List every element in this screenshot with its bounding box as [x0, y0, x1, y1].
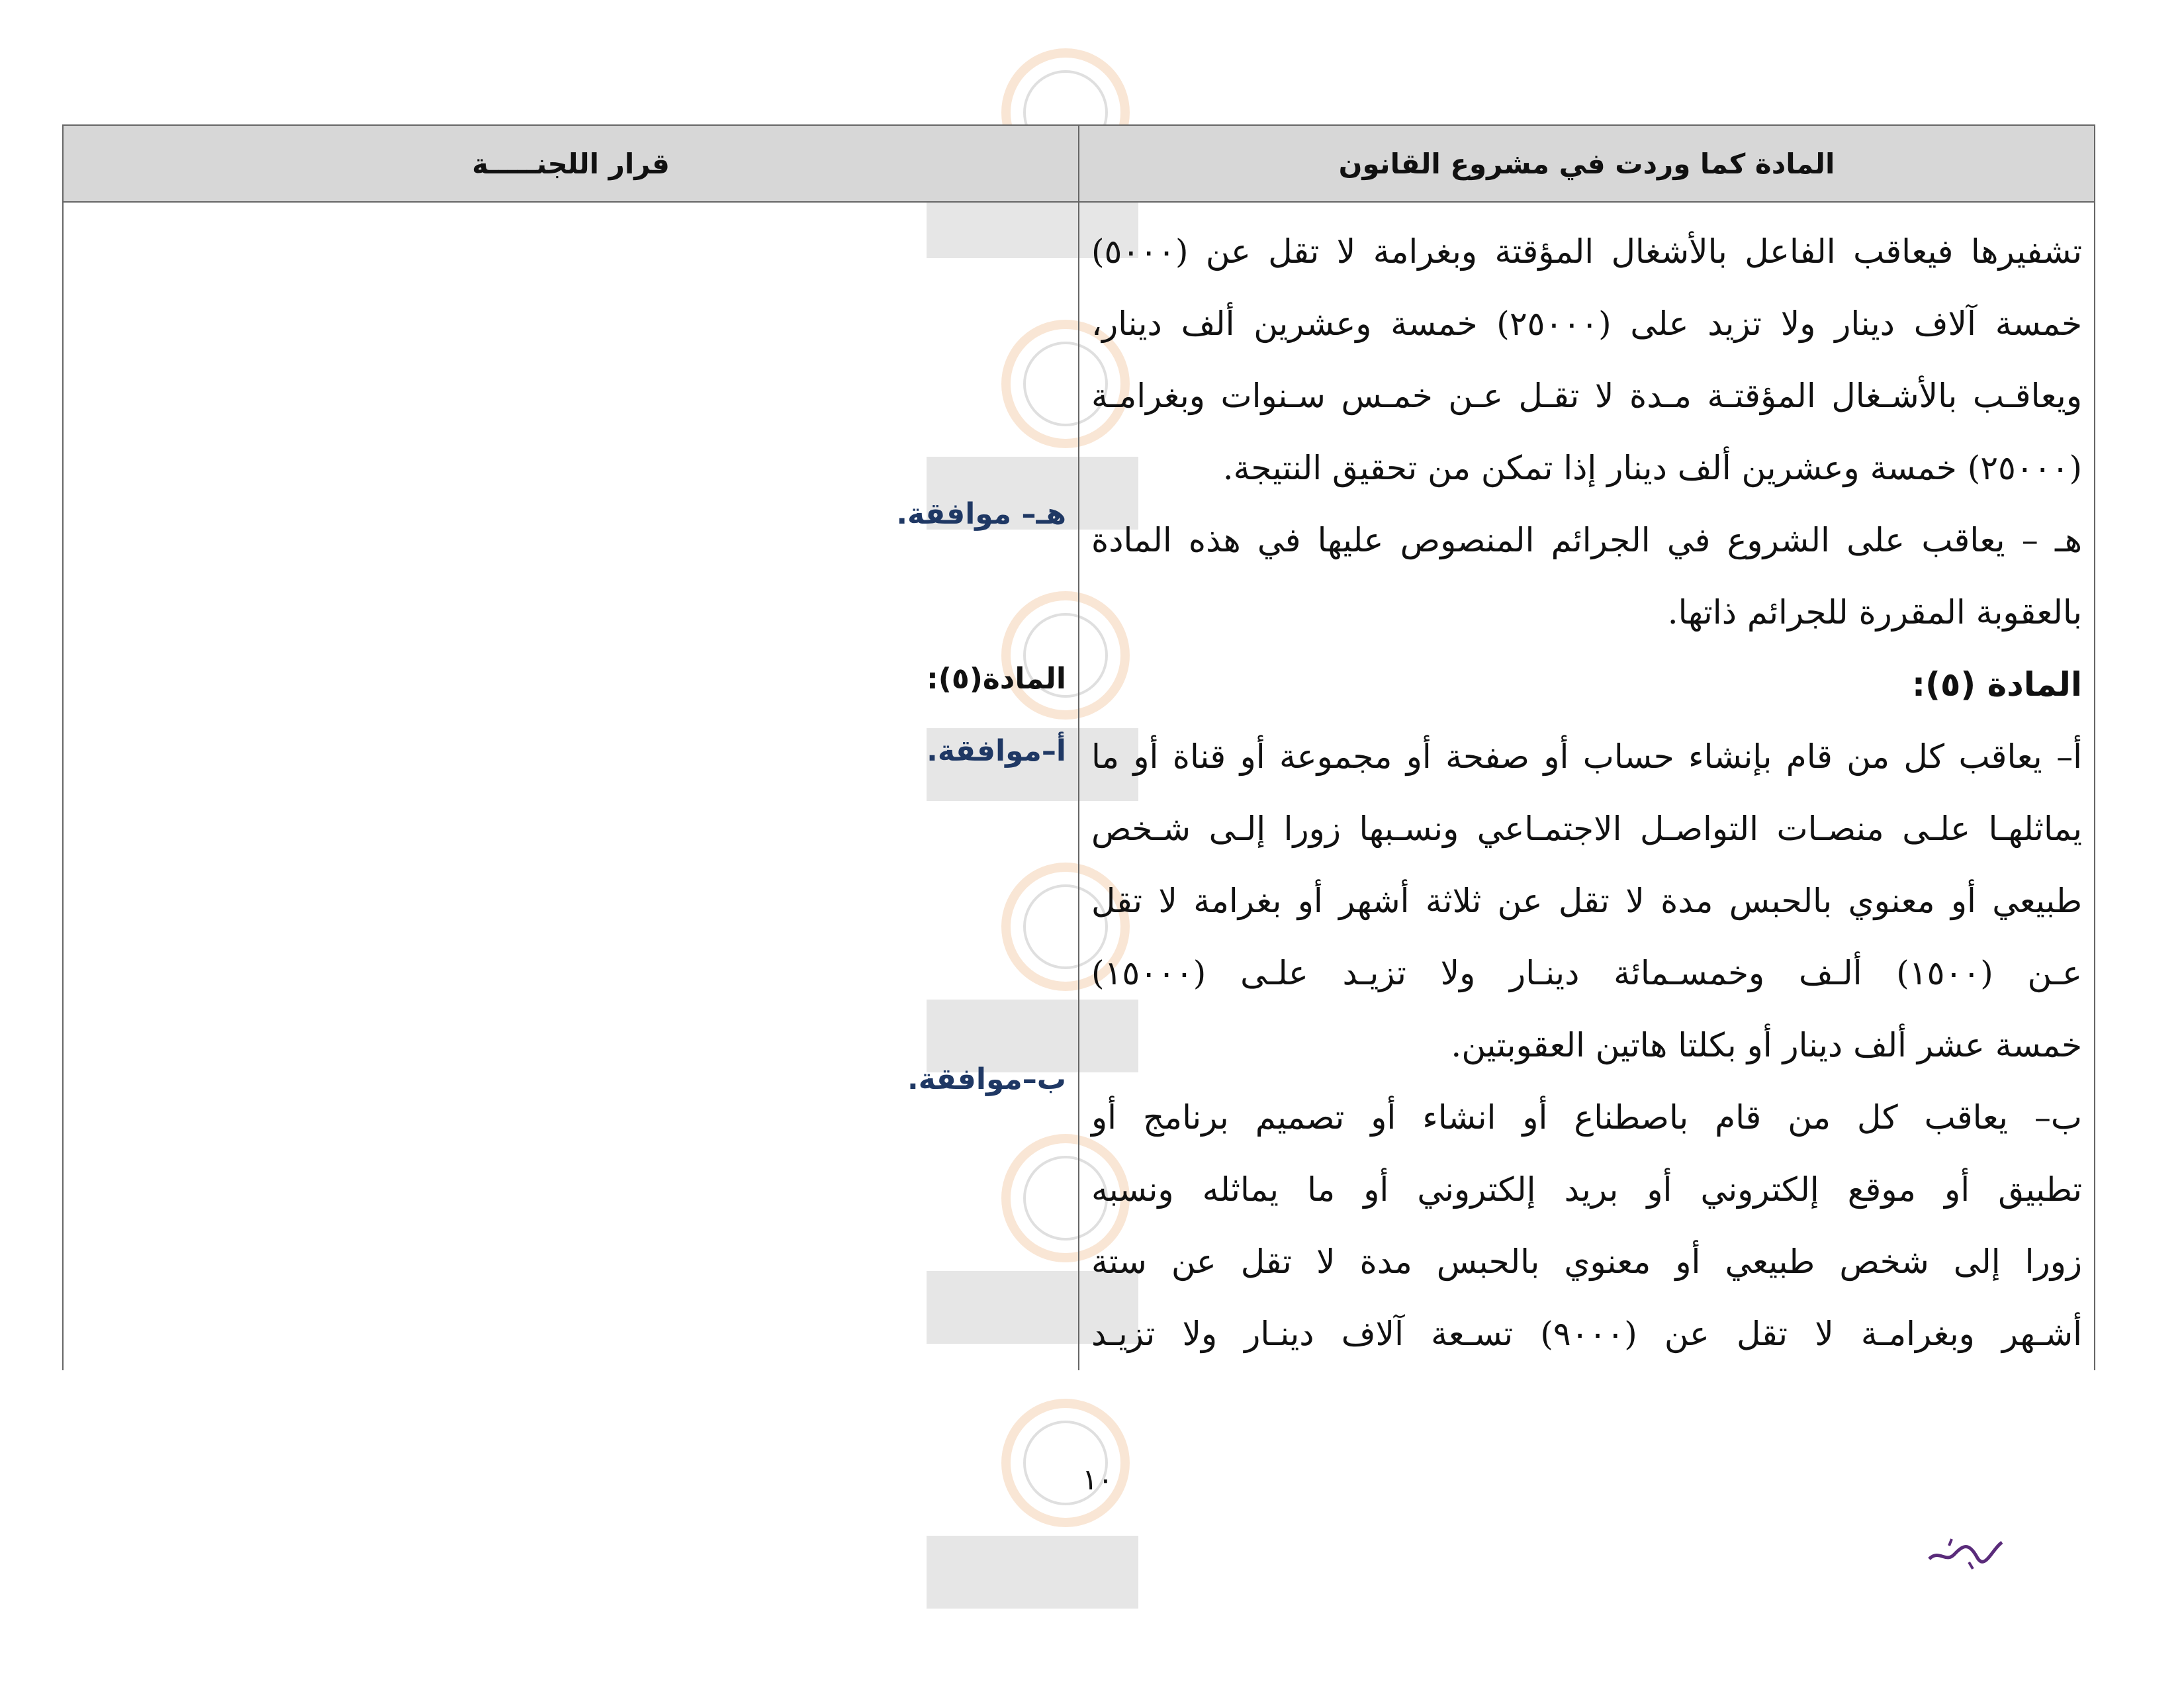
article-line: طبيعي أو معنوي بالحبس مدة لا تقل عن ثلاثة أشهر أو بغرامة لا تقل [1091, 882, 2082, 920]
article-line: أ– يعاقب كل من قام بإنشاء حساب أو صفحة أو مجموعة أو قناة أو ما [1091, 737, 2082, 776]
article-line: ب– يعاقب كل من قام باصطناع أو انشاء أو تصميم برنامج أو [1091, 1098, 2082, 1137]
law-comparison-table [62, 124, 2095, 1370]
decision-article5-heading: المادة(٥): [927, 662, 1066, 696]
decision-h: هـ– موافقة. [896, 497, 1066, 531]
article-line: تطبيق أو موقع إلكتروني أو بريد إلكتروني أو ما يماثله ونسبه [1091, 1170, 2082, 1209]
article-line: ويعاقـب بالأشـغال المؤقتـة مـدة لا تقـل عـن خمـس سـنوات وبغرامـة [1091, 377, 2082, 415]
decision-cell [63, 202, 1079, 1370]
article-line: زورا إلى شخص طبيعي أو معنوي بالحبس مدة لا تقل عن ستة [1091, 1243, 2082, 1281]
article-line: يماثلهـا علـى منصـات التواصـل الاجتمـاعي ونسـبها زورا إلـى شـخص [1091, 810, 2082, 848]
article-heading: المادة (٥): [1911, 665, 2082, 704]
article-line: (٢٥٠٠٠) خمسة وعشرين ألف دينار إذا تمكن من تحقيق النتيجة. [1222, 449, 2082, 487]
article-text-cell [1079, 202, 2095, 1370]
article-line: بالعقوبة المقررة للجرائم ذاتها. [1667, 593, 2082, 632]
article-line: خمسة عشر ألف دينار أو بكلتا هاتين العقوبتين. [1451, 1026, 2082, 1064]
decision-a: أ–موافقة. [927, 734, 1066, 768]
signature-mark [1923, 1523, 2009, 1575]
article-line: تشفيرها فيعاقب الفاعل بالأشغال المؤقتة وبغرامة لا تقل عن (٥٠٠٠) [1091, 232, 2082, 271]
article-line: أشـهر وبغرامـة لا تقل عن (٩٠٠٠) تسـعة آلاف دينـار ولا تزيـد [1091, 1315, 2082, 1353]
decision-b: ب–موافقة. [907, 1062, 1066, 1096]
article-line: خمسة آلاف دينار ولا تزيد على (٢٥٠٠٠) خمسة وعشرين ألف دينار، [1091, 305, 2082, 343]
article-line: عـن (١٥٠٠) ألـف وخمسـمائة دينـار ولا تزيـد علـى (١٥٠٠٠) [1091, 954, 2083, 992]
header-decision: قرار اللجنـــــة [63, 125, 1079, 202]
header-article: المادة كما وردت في مشروع القانون [1079, 125, 2095, 202]
page-number: ١٠ [1082, 1463, 1114, 1497]
watermark-logo [913, 1390, 1152, 1628]
article-line: هـ – يعاقب على الشروع في الجرائم المنصوص عليها في هذه المادة [1091, 521, 2082, 559]
